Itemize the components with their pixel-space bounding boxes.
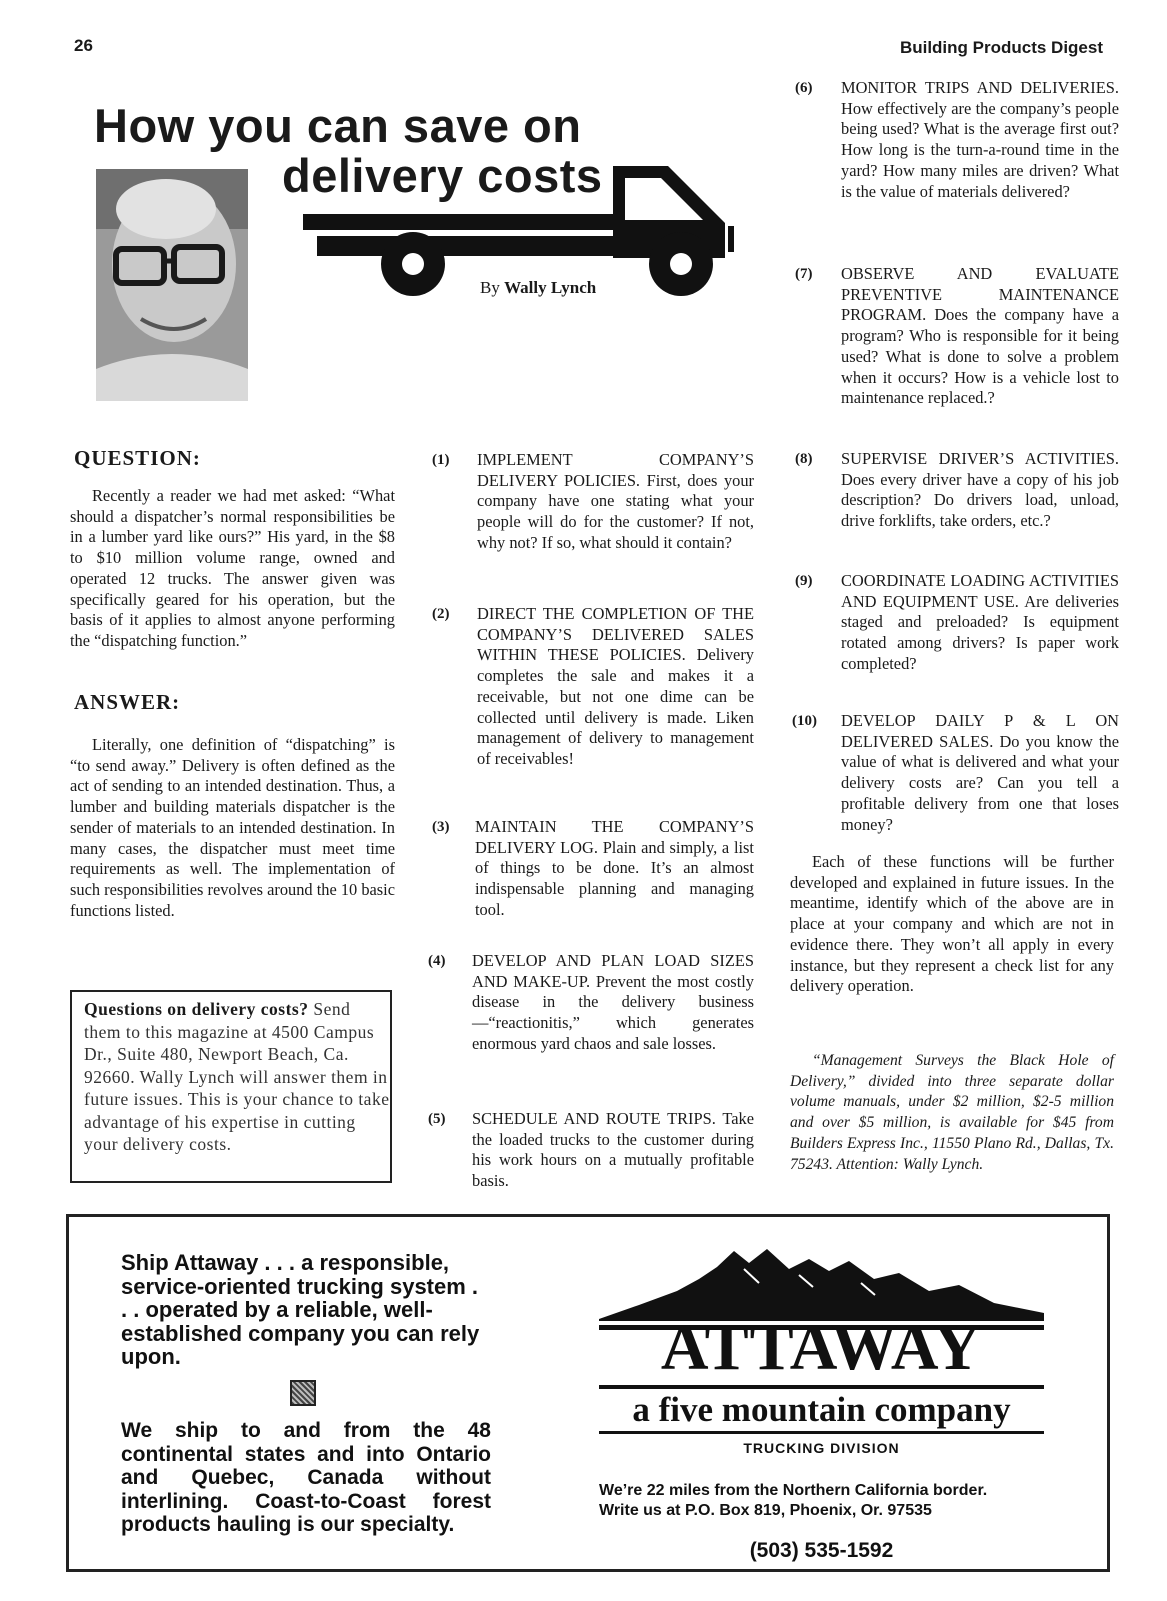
item-number: (7)	[795, 266, 813, 282]
answer-text: Literally, one definition of “dispatching” is “to send away.” Delivery is often defined as the act of sending to an intended destination. Thus, a lumber and building materials dispatcher is the sender of materials to an intended destination. In many cases, the dispatcher must meet time requirements as well. The implementation of such responsibilities revolves around the 10 basic functions listed.	[70, 735, 396, 920]
list-item: MAINTAIN THE COMPANY’S DELIVERY LOG. Plain and simply, a list of things to be done. It’s an almost indispensable planning and managing tool.	[475, 817, 754, 919]
byline	[480, 278, 596, 298]
list-item: OBSERVE AND EVALUATE PREVENTIVE MAINTENANCE PROGRAM. Does the company have a program? Who is responsible for it being used? What is done to solve a problem when it occurs? How is a vehicle lost to maintenance replaced.?	[841, 264, 1119, 408]
ad-square-icon	[290, 1380, 316, 1406]
item-number: (4)	[428, 953, 446, 969]
ad-tagline: Ship Attaway . . . a responsible, service-oriented trucking system . . . operated by a reliable, well-established company you can rely upon.	[121, 1250, 480, 1369]
headline-line-1: How you can save on	[94, 99, 582, 152]
attaway-ad	[66, 1214, 1110, 1572]
questions-box-text: Send them to this magazine at 4500 Campus Dr., Suite 480, Newport Beach, Ca. 92660. Wally Lynch will answer them in future issues. This is your chance to take advantage of his expertise in cutting your delivery costs.	[84, 999, 390, 1154]
item-number: (9)	[795, 573, 813, 589]
closing-text: Each of these functions will be further developed and explained in future issues. In the meantime, identify which of the above are in place at your company and which are not in evidence there. They won’t all apply in every instance, but they represent a check list for any delivery operation.	[790, 852, 1114, 996]
ad-rule	[599, 1431, 1044, 1434]
list-item: IMPLEMENT COMPANY’S DELIVERY POLICIES. First, does your company have one stating what your people will do for the customer? If not, why not? If so, what should it contain?	[477, 450, 754, 552]
publication-name: Building Products Digest	[899, 38, 1103, 57]
author-photo	[96, 169, 248, 401]
list-item: DEVELOP AND PLAN LOAD SIZES AND MAKE-UP. Prevent the most costly disease in the delivery business—“reactionitis,” which generates enormous yard chaos and sale losses.	[472, 951, 754, 1053]
ad-division: TRUCKING DIVISION	[743, 1440, 900, 1456]
question-text: Recently a reader we had met asked: “What should a dispatcher’s normal responsibilities be in a lumber yard like ours?” His yard, in the $8 to $10 million volume range, owned and operated 12 trucks. The answer given was specifically geared for his operation, but the basis of it applies to almost anyone performing the “dispatching function.”	[70, 486, 395, 650]
headline-line-2: delivery costs	[282, 149, 603, 202]
list-item: MONITOR TRIPS AND DELIVERIES. How effectively are the company’s people being used? What is the average first out? How long is the turn-a-round time in the yard? How many miles are driven? What is the value of materials delivered?	[841, 78, 1119, 201]
ad-location-line-2: Write us at P.O. Box 819, Phoenix, Or. 97535	[599, 1502, 932, 1519]
list-item: DIRECT THE COMPLETION OF THE COMPANY’S DELIVERED SALES WITHIN THESE POLICIES. Delivery completes the sale and makes it a receivable, but not one dime can be collected until delivery is made. Liken management of delivery to management of receivables!	[477, 604, 754, 768]
item-number: (1)	[432, 452, 450, 468]
answer-heading: ANSWER:	[74, 690, 181, 714]
list-item: COORDINATE LOADING ACTIVITIES AND EQUIPMENT USE. Are deliveries staged and preloaded? Is equipment rotated among drivers? Is paper work completed?	[841, 571, 1119, 673]
item-number: (2)	[432, 606, 450, 622]
list-item: DEVELOP DAILY P & L ON DELIVERED SALES. Do you know the value of what is delivered and what your delivery costs are? Can you tell a profitable delivery from one that loses money?	[841, 711, 1119, 834]
ad-rule	[599, 1385, 1044, 1389]
item-number: (3)	[432, 819, 450, 835]
ad-brand: ATTAWAY	[660, 1311, 983, 1384]
byline-prefix: By	[480, 278, 500, 297]
ad-phone: (503) 535-1592	[749, 1539, 894, 1562]
ad-body: We ship to and from the 48 continental states and into Ontario and Quebec, Canada without interlining. Coast-to-Coast forest products hauling is our specialty.	[121, 1419, 491, 1537]
page-number: 26	[74, 36, 93, 55]
byline-author: Wally Lynch	[504, 278, 597, 297]
questions-box-lead: Questions on delivery costs?	[84, 999, 309, 1019]
item-number: (5)	[428, 1111, 446, 1127]
item-number: (10)	[792, 713, 817, 729]
ad-location-line-1: We’re 22 miles from the Northern California border.	[599, 1482, 988, 1499]
item-number: (8)	[795, 451, 813, 467]
citation-text: “Management Surveys the Black Hole of Delivery,” divided into three separate dollar volume manuals, under $2 million, $2-5 million and over $5 million, is available for $45 from Builders Express Inc., 11550 Plano Rd., Dallas, Tx. 75243. Attention: Wally Lynch.	[790, 1052, 1114, 1173]
item-number: (6)	[795, 80, 813, 96]
list-item: SUPERVISE DRIVER’S ACTIVITIES. Does every driver have a copy of his job description? Do drivers load, unload, drive forklifts, take orders, etc.?	[841, 449, 1119, 531]
questions-box	[70, 990, 392, 1183]
ad-brand-sub: a five mountain company	[632, 1390, 1011, 1429]
question-heading: QUESTION:	[74, 446, 201, 470]
portrait-icon	[96, 169, 248, 401]
list-item: SCHEDULE AND ROUTE TRIPS. Take the loaded trucks to the customer during his work hours on a mutually profitable basis.	[472, 1109, 754, 1191]
